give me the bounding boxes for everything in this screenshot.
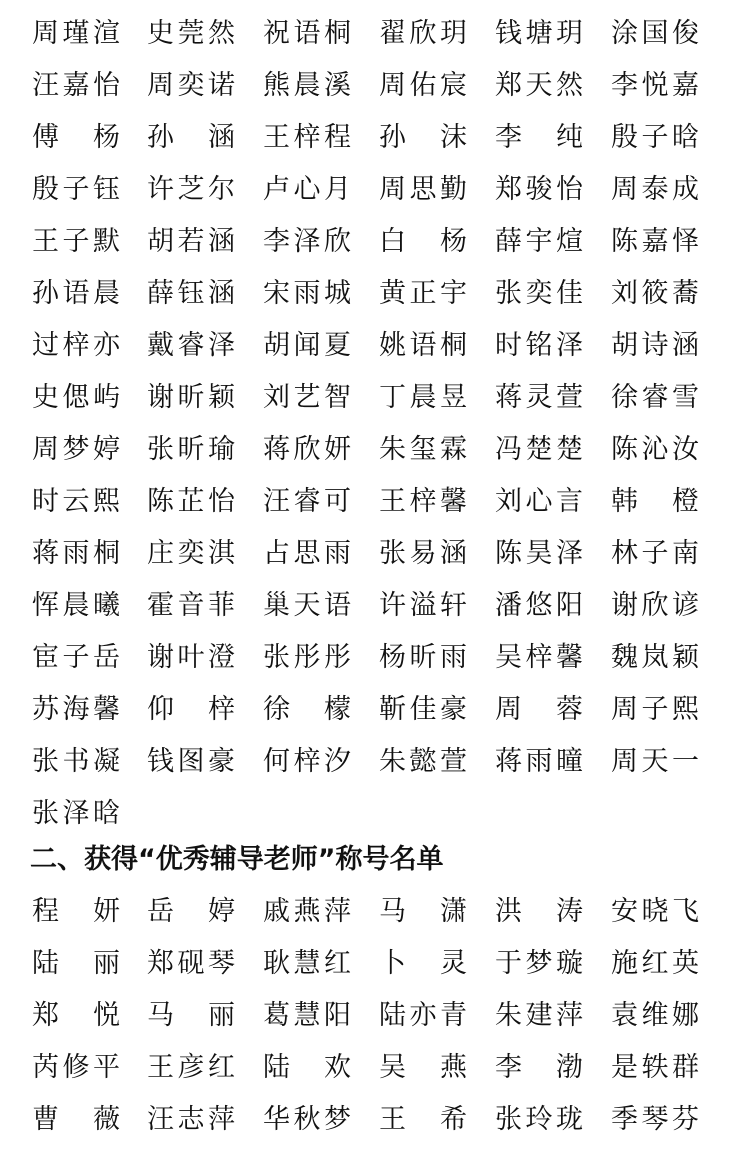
teacher-name: 洪涛 <box>495 896 583 927</box>
teacher-name: 李渤 <box>495 1052 583 1083</box>
name-row <box>0 788 735 840</box>
student-name: 蒋灵萱 <box>495 382 583 413</box>
teacher-name: 马丽 <box>147 1000 235 1031</box>
teacher-name: 马潇 <box>379 896 467 927</box>
student-name: 涂国俊 <box>611 18 699 49</box>
student-name: 张昕瑜 <box>147 434 235 465</box>
student-name: 张易涵 <box>379 538 467 569</box>
student-name: 殷子钰 <box>32 174 120 205</box>
teacher-name: 曹薇 <box>32 1104 120 1135</box>
teacher-name: 季琴芬 <box>611 1104 699 1135</box>
teacher-name: 郑悦 <box>32 1000 120 1031</box>
student-name: 杨昕雨 <box>379 642 467 673</box>
name-row <box>0 990 735 1042</box>
teacher-name: 张玲珑 <box>495 1104 583 1135</box>
section-heading-excellent-tutors: 二、获得“优秀辅导老师”称号名单 <box>30 844 444 875</box>
student-name: 李泽欣 <box>263 226 351 257</box>
student-name: 徐睿雪 <box>611 382 699 413</box>
teacher-name: 陆亦青 <box>379 1000 467 1031</box>
student-name: 周子熙 <box>611 694 699 725</box>
name-row <box>0 1042 735 1094</box>
student-name: 汪睿可 <box>263 486 351 517</box>
student-name: 李纯 <box>495 122 583 153</box>
student-name: 许溢轩 <box>379 590 467 621</box>
student-name: 霍音菲 <box>147 590 235 621</box>
name-row <box>0 112 735 164</box>
student-name: 仰梓 <box>147 694 235 725</box>
student-name: 孙语晨 <box>32 278 120 309</box>
student-name: 白杨 <box>379 226 467 257</box>
student-name-grid <box>0 8 735 840</box>
name-row <box>0 476 735 528</box>
student-name: 许芝尔 <box>147 174 235 205</box>
student-name: 陈昊泽 <box>495 538 583 569</box>
student-name: 宦子岳 <box>32 642 120 673</box>
student-name: 熊晨溪 <box>263 70 351 101</box>
student-name: 蒋雨桐 <box>32 538 120 569</box>
student-name: 刘筱蕎 <box>611 278 699 309</box>
student-name: 黄正宇 <box>379 278 467 309</box>
student-name: 吴梓馨 <box>495 642 583 673</box>
name-row <box>0 938 735 990</box>
student-name: 胡闻夏 <box>263 330 351 361</box>
teacher-name: 葛慧阳 <box>263 1000 351 1031</box>
name-row <box>0 320 735 372</box>
student-name: 苏海馨 <box>32 694 120 725</box>
student-name: 林子南 <box>611 538 699 569</box>
student-name: 冯楚楚 <box>495 434 583 465</box>
student-name: 薛宇煊 <box>495 226 583 257</box>
teacher-name: 郑砚琴 <box>147 948 235 979</box>
student-name: 钱图豪 <box>147 746 235 777</box>
student-name: 陈嘉怿 <box>611 226 699 257</box>
student-name: 戴睿泽 <box>147 330 235 361</box>
student-name: 祝语桐 <box>263 18 351 49</box>
student-name: 谢昕颖 <box>147 382 235 413</box>
student-name: 恽晨曦 <box>32 590 120 621</box>
student-name: 潘悠阳 <box>495 590 583 621</box>
teacher-name: 是轶群 <box>611 1052 699 1083</box>
teacher-name: 卜灵 <box>379 948 467 979</box>
student-name: 张彤彤 <box>263 642 351 673</box>
teacher-name: 安晓飞 <box>611 896 699 927</box>
teacher-name: 耿慧红 <box>263 948 351 979</box>
student-name: 陈沁汝 <box>611 434 699 465</box>
teacher-name: 于梦璇 <box>495 948 583 979</box>
teacher-name: 施红英 <box>611 948 699 979</box>
student-name: 谢欣谚 <box>611 590 699 621</box>
student-name: 周佑宸 <box>379 70 467 101</box>
student-name: 过梓亦 <box>32 330 120 361</box>
teacher-name: 吴燕 <box>379 1052 467 1083</box>
student-name: 丁晨昱 <box>379 382 467 413</box>
student-name: 周奕诺 <box>147 70 235 101</box>
name-row <box>0 372 735 424</box>
student-name: 蒋欣妍 <box>263 434 351 465</box>
student-name: 陈芷怡 <box>147 486 235 517</box>
student-name: 卢心月 <box>263 174 351 205</box>
student-name: 徐檬 <box>263 694 351 725</box>
name-row <box>0 1094 735 1146</box>
name-row <box>0 164 735 216</box>
student-name: 谢叶澄 <box>147 642 235 673</box>
student-name: 靳佳豪 <box>379 694 467 725</box>
student-name: 胡诗涵 <box>611 330 699 361</box>
student-name: 翟欣玥 <box>379 18 467 49</box>
student-name: 史莞然 <box>147 18 235 49</box>
name-row <box>0 528 735 580</box>
student-name: 刘心言 <box>495 486 583 517</box>
teacher-name: 岳婷 <box>147 896 235 927</box>
name-row <box>0 632 735 684</box>
student-name: 薛钰涵 <box>147 278 235 309</box>
student-name: 宋雨城 <box>263 278 351 309</box>
student-name: 周蓉 <box>495 694 583 725</box>
student-name: 周瑾渲 <box>32 18 120 49</box>
student-name: 胡若涵 <box>147 226 235 257</box>
teacher-name: 程妍 <box>32 896 120 927</box>
teacher-name: 汪志萍 <box>147 1104 235 1135</box>
teacher-name: 陆丽 <box>32 948 120 979</box>
teacher-name: 华秋梦 <box>263 1104 351 1135</box>
student-name: 殷子晗 <box>611 122 699 153</box>
student-name: 周梦婷 <box>32 434 120 465</box>
teacher-name: 芮修平 <box>32 1052 120 1083</box>
student-name: 蒋雨曈 <box>495 746 583 777</box>
student-name: 时云熙 <box>32 486 120 517</box>
student-name: 孙涵 <box>147 122 235 153</box>
student-name: 张泽晗 <box>32 798 120 829</box>
student-name: 王子默 <box>32 226 120 257</box>
student-name: 韩橙 <box>611 486 699 517</box>
teacher-name: 朱建萍 <box>495 1000 583 1031</box>
student-name: 魏岚颖 <box>611 642 699 673</box>
teacher-name: 王彦红 <box>147 1052 235 1083</box>
student-name: 巢天语 <box>263 590 351 621</box>
teacher-name-grid <box>0 886 735 1146</box>
student-name: 朱懿萱 <box>379 746 467 777</box>
student-name: 郑天然 <box>495 70 583 101</box>
student-name: 傅杨 <box>32 122 120 153</box>
student-name: 郑骏怡 <box>495 174 583 205</box>
name-row <box>0 886 735 938</box>
student-name: 史偲屿 <box>32 382 120 413</box>
student-name: 李悦嘉 <box>611 70 699 101</box>
student-name: 朱玺霖 <box>379 434 467 465</box>
name-row <box>0 424 735 476</box>
name-row <box>0 268 735 320</box>
student-name: 何梓汐 <box>263 746 351 777</box>
teacher-name: 袁维娜 <box>611 1000 699 1031</box>
name-row <box>0 580 735 632</box>
student-name: 周泰成 <box>611 174 699 205</box>
name-row <box>0 736 735 788</box>
name-row <box>0 216 735 268</box>
student-name: 姚语桐 <box>379 330 467 361</box>
student-name: 张奕佳 <box>495 278 583 309</box>
student-name: 占思雨 <box>263 538 351 569</box>
name-row <box>0 60 735 112</box>
name-row <box>0 8 735 60</box>
student-name: 时铭泽 <box>495 330 583 361</box>
student-name: 孙沫 <box>379 122 467 153</box>
student-name: 张书凝 <box>32 746 120 777</box>
student-name: 周思勤 <box>379 174 467 205</box>
student-name: 钱塘玥 <box>495 18 583 49</box>
student-name: 庄奕淇 <box>147 538 235 569</box>
student-name: 王梓程 <box>263 122 351 153</box>
student-name: 汪嘉怡 <box>32 70 120 101</box>
name-row <box>0 684 735 736</box>
student-name: 王梓馨 <box>379 486 467 517</box>
student-name: 刘艺智 <box>263 382 351 413</box>
teacher-name: 陆欢 <box>263 1052 351 1083</box>
teacher-name: 王希 <box>379 1104 467 1135</box>
student-name: 周天一 <box>611 746 699 777</box>
teacher-name: 戚燕萍 <box>263 896 351 927</box>
